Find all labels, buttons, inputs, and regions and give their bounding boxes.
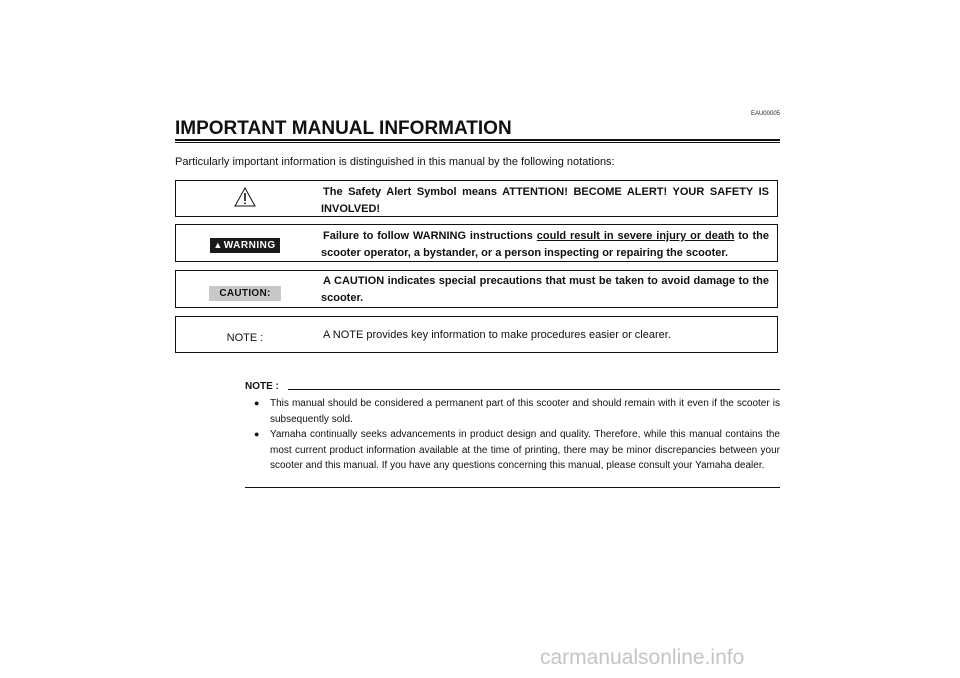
bullet-icon: ●	[254, 398, 260, 408]
alert-triangle-icon	[234, 187, 256, 207]
note-section-bottom-rule	[245, 487, 780, 488]
bullet-icon: ●	[254, 429, 260, 440]
note-section-label: NOTE :	[245, 381, 279, 392]
warning-triangle-icon: ▲	[213, 240, 223, 250]
caution-symbol	[176, 283, 314, 301]
note-text: A NOTE provides key information to make procedures easier or clearer.	[323, 329, 671, 341]
safety-alert-box	[175, 180, 778, 217]
title-rule	[175, 139, 780, 141]
note-box	[175, 316, 778, 353]
list-item: ● Yamaha continually seeks advancements in product design and quality. Therefore, while this manual contains the most current product information available at the time of printing, there may be minor discrepancies between your scooter and this manual. If you have any questions concerning this manual, please consult your Yamaha dealer.	[254, 429, 780, 472]
warning-badge: ▲WARNING	[210, 238, 279, 253]
note-section-rule	[288, 389, 780, 390]
intro-text: Particularly important information is distinguished in this manual by the following notations:	[175, 156, 615, 168]
caution-badge: CAUTION:	[209, 286, 280, 301]
page-title: IMPORTANT MANUAL INFORMATION	[175, 118, 512, 139]
list-item: ● This manual should be considered a permanent part of this scooter and should remain with it even if the scooter is subsequently sold.	[254, 398, 780, 425]
document-code: EAU00005	[750, 111, 780, 117]
watermark: carmanualsonline.info	[540, 646, 745, 669]
note-label: NOTE :	[226, 332, 264, 344]
warning-emphasis: could result in severe injury or death	[536, 230, 735, 242]
caution-box	[175, 270, 778, 308]
safety-alert-symbol	[176, 187, 314, 212]
note-symbol	[176, 328, 314, 346]
warning-text: Failure to follow WARNING instructions could result in severe injury or death to the scooter operator, a bystander, or a person inspecting or repairing the scooter.	[321, 230, 769, 259]
caution-text: A CAUTION indicates special precautions that must be taken to avoid damage to the scooter.	[321, 275, 769, 304]
title-rule-thin	[175, 142, 780, 143]
note-section-list	[252, 396, 780, 474]
warning-box	[175, 224, 778, 262]
safety-alert-text: The Safety Alert Symbol means ATTENTION! BECOME ALERT! YOUR SAFETY IS INVOLVED!	[321, 186, 769, 215]
warning-symbol	[176, 235, 314, 253]
